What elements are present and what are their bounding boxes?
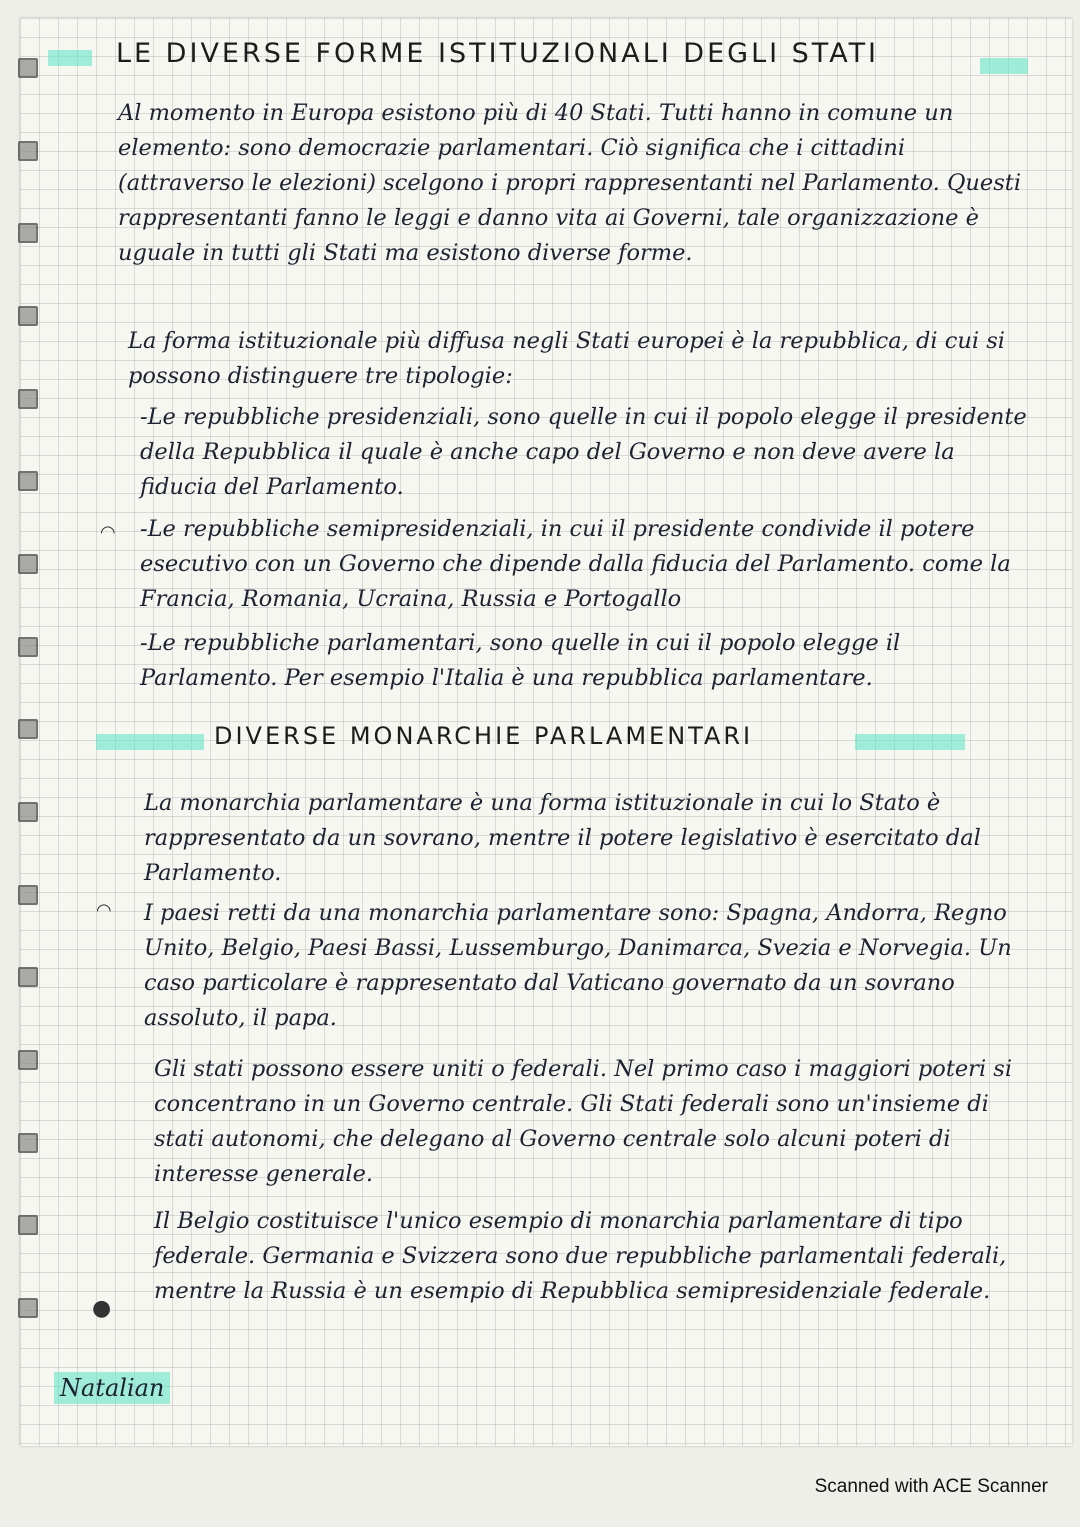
binding-ring	[18, 1133, 38, 1153]
binding-ring	[18, 885, 38, 905]
binding-ring	[18, 1050, 38, 1070]
section-highlight-left	[96, 734, 204, 750]
binding-ring	[18, 802, 38, 822]
binding-ring	[18, 637, 38, 657]
binding-ring	[18, 1215, 38, 1235]
title-highlight-right	[980, 58, 1028, 74]
binding-ring	[18, 58, 38, 78]
author-signature: Natalian	[54, 1372, 170, 1404]
binding-ring	[18, 1298, 38, 1318]
binding-ring	[18, 554, 38, 574]
paragraph-countries: I paesi retti da una monarchia parlamentare sono: Spagna, Andorra, Regno Unito, Belgio, Paesi Bassi, Lussemburgo, Danimarca, Svezia e Norvegia. Un caso particolare è rappresentato dal Vaticano governato da un sovrano assoluto, il papa.	[144, 900, 1012, 1031]
title-highlight-left	[48, 50, 92, 66]
section-title: DIVERSE MONARCHIE PARLAMENTARI	[214, 722, 754, 750]
notebook-binding	[14, 58, 44, 1318]
binding-ring	[18, 306, 38, 326]
margin-mark-icon: ◠	[96, 900, 112, 921]
paragraph-belgium: Il Belgio costituisce l'unico esempio di monarchia parlamentare di tipo federale. Germania e Svizzera sono due repubbliche parlamentali federali, mentre la Russia è un esempio di Repubblica semipresidenziale federale.	[154, 1208, 1007, 1304]
binding-ring	[18, 967, 38, 987]
margin-mark-icon: ◠	[100, 522, 116, 543]
binding-ring	[18, 471, 38, 491]
paragraph-republic: La forma istituzionale più diffusa negli Stati europei è la repubblica, di cui si possono distinguere tre tipologie:	[128, 328, 1005, 389]
section-highlight-right	[855, 734, 965, 750]
binding-ring	[18, 719, 38, 739]
binding-ring	[18, 223, 38, 243]
paragraph-federal: Gli stati possono essere uniti o federali. Nel primo caso i maggiori poteri si concentrano in un Governo centrale. Gli Stati federali sono un'insieme di stati autonomi, che delegano al Governo centrale solo alcuni poteri di interesse generale.	[154, 1056, 1013, 1187]
paragraph-monarchy: La monarchia parlamentare è una forma istituzionale in cui lo Stato è rappresentato da un sovrano, mentre il potere legislativo è esercitato dal Parlamento.	[144, 790, 981, 886]
scanner-watermark: Scanned with ACE Scanner	[814, 1476, 1048, 1497]
margin-dot-icon: ●	[92, 1296, 112, 1321]
page-title: LE DIVERSE FORME ISTITUZIONALI DEGLI STATI	[116, 38, 880, 69]
binding-ring	[18, 141, 38, 161]
paragraph-presidential: -Le repubbliche presidenziali, sono quelle in cui il popolo elegge il presidente della Repubblica il quale è anche capo del Governo e non deve avere la fiducia del Parlamento.	[140, 404, 1027, 500]
paragraph-parliamentary: -Le repubbliche parlamentari, sono quelle in cui il popolo elegge il Parlamento. Per esempio l'Italia è una repubblica parlamentare.	[140, 630, 901, 691]
paragraph-semipresidential: -Le repubbliche semipresidenziali, in cui il presidente condivide il potere esecutivo con un Governo che dipende dalla fiducia del Parlamento. come la Francia, Romania, Ucraina, Russia e Portogallo	[140, 516, 1011, 612]
binding-ring	[18, 389, 38, 409]
paragraph-intro: Al momento in Europa esistono più di 40 Stati. Tutti hanno in comune un elemento: sono democrazie parlamentari. Ciò significa che i cittadini (attraverso le elezioni) scelgono i propri rappresentanti nel Parlamento. Questi rappresentanti fanno le leggi e danno vita ai Governi, tale organizzazione è uguale in tutti gli Stati ma esistono diverse forme.	[118, 100, 1022, 266]
